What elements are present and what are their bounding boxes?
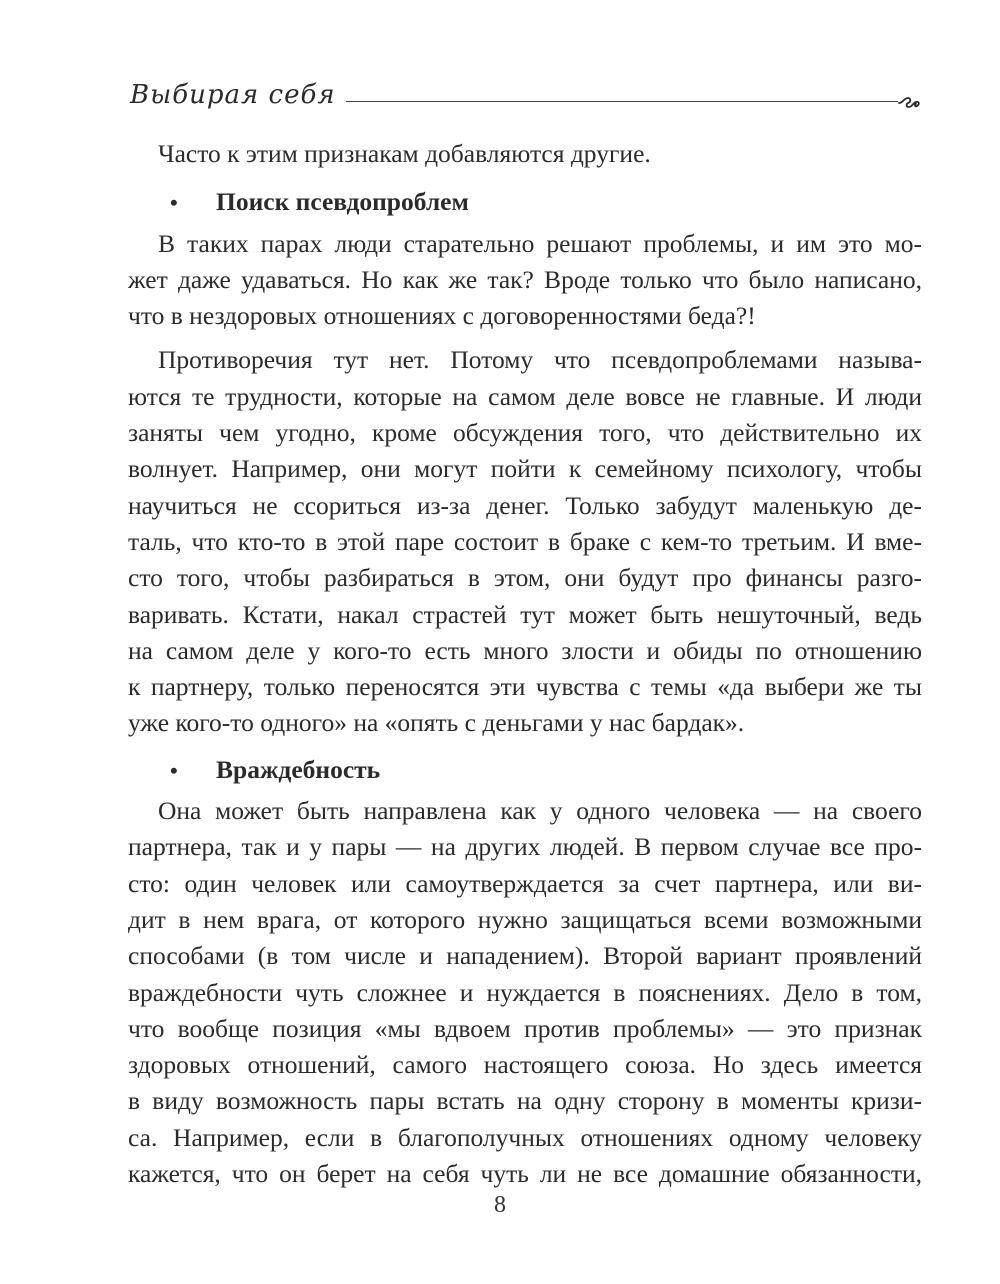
- text-line: ются те трудности, которые на самом деле вовсе не главные. И люди: [128, 381, 922, 411]
- paragraph: [128, 226, 922, 335]
- page-body: [128, 130, 922, 1192]
- text-line: Она может быть направлена как у одного человека — на своего: [158, 796, 922, 826]
- text-line: сто: один человек или самоутверждается за счет партнера, или ви-: [128, 868, 922, 898]
- text-line: заняты чем угодно, кроме обсуждения того, что действительно их: [128, 418, 922, 448]
- running-title: Выбирая себя: [130, 80, 336, 110]
- text-line: варивать. Кстати, накал страстей тут может быть нешуточный, ведь: [128, 599, 922, 629]
- running-header: [130, 74, 922, 114]
- text-line: В таких парах люди старательно решают проблемы, и им это мо-: [158, 228, 922, 258]
- text-line: уже кого-то одного» на «опять с деньгами у нас бардак».: [128, 708, 745, 738]
- text-line: партнера, так и у пары — на других людей. В первом случае все про-: [128, 832, 922, 862]
- section-heading-text: Поиск псевдопроблем: [216, 187, 469, 217]
- text-line: что вообще позиция «мы вдвоем против проблемы» — это признак: [128, 1013, 922, 1043]
- section-heading-pseudoproblems: [128, 184, 922, 221]
- text-line: к партнеру, только переносятся эти чувства с темы «да выбери же ты: [128, 672, 922, 702]
- header-rule: [346, 101, 898, 103]
- text-line: жет даже удаваться. Но как же так? Вроде только что было написано,: [128, 264, 922, 294]
- text-line: кажется, что он берет на себя чуть ли не все домашние обязанности,: [128, 1159, 922, 1189]
- paragraph: [128, 342, 922, 741]
- text-line: са. Например, если в благополучных отношениях одному человеку: [128, 1122, 922, 1152]
- text-line: Противоречия тут нет. Потому что псевдопроблемами называ-: [158, 345, 922, 375]
- text-line: дит в нем врага, от которого нужно защищаться всеми возможными: [128, 904, 922, 934]
- text-line: научиться не ссориться из-за денег. Только забудут маленькую де-: [128, 490, 922, 520]
- text-line: на самом деле у кого-то есть много злости и обиды по отношению: [128, 635, 922, 665]
- text-line: способами (в том числе и нападением). Второй вариант проявлений: [128, 941, 922, 971]
- text-line: здоровых отношений, самого настоящего союза. Но здесь имеется: [128, 1050, 922, 1080]
- intro-paragraph: Часто к этим признакам добавляются другие.: [158, 139, 651, 168]
- bullet-icon: •: [170, 757, 178, 783]
- text-line: враждебности чуть сложнее и нуждается в пояснениях. Дело в том,: [128, 977, 922, 1007]
- bullet-icon: •: [170, 190, 178, 216]
- text-line: что в нездоровых отношениях с договоренностями беда?!: [128, 301, 756, 331]
- text-line: таль, что кто-то в этой паре состоит в браке с кем-то третьим. И вме-: [128, 526, 922, 556]
- section-heading-text: Враждебность: [216, 754, 381, 784]
- text-line: сто того, чтобы разбираться в этом, они будут про финансы разго-: [128, 563, 922, 593]
- text-line: в виду возможность пары встать на одну сторону в моменты кризи-: [128, 1086, 922, 1116]
- section-heading-hostility: [128, 752, 922, 789]
- page-number: 8: [494, 1192, 506, 1218]
- paragraph: [128, 793, 922, 1192]
- flourish-ornament-icon: [898, 94, 922, 110]
- text-line: волнует. Например, они могут пойти к семейному психологу, чтобы: [128, 454, 922, 484]
